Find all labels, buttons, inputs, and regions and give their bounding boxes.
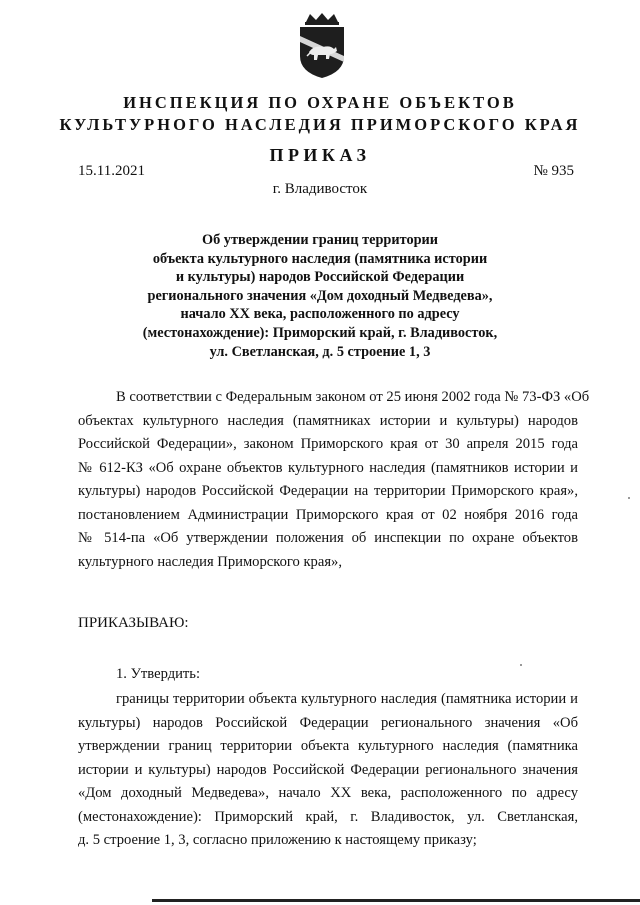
title-line: Об утверждении границ территории xyxy=(201,232,439,248)
document-title xyxy=(120,231,520,361)
order-word: ПРИКАЗЫВАЮ: xyxy=(78,615,189,631)
title-line: объекта культурного наследия (памятника истории xyxy=(152,250,488,267)
preamble-line: объектах культурного наследия (памятниках истории и культуры) народов xyxy=(78,412,578,429)
item-1-line: границы территории объекта культурного наследия (памятника истории и xyxy=(116,691,578,707)
document-number: № 935 xyxy=(533,163,574,179)
item-1-heading: 1. Утвердить: xyxy=(116,666,201,682)
scan-speck xyxy=(628,497,630,499)
preamble-line: культурного наследия Приморского края», xyxy=(78,553,342,570)
document-type: ПРИКАЗ xyxy=(269,145,371,165)
item-1-line: (местонахождение): Приморский край, г. Владивосток, ул. Светланская, xyxy=(78,808,578,825)
title-line: и культуры) народов Российской Федерации xyxy=(175,269,465,286)
item-1-line: утверждении границ территории объекта культурного наследия (памятника xyxy=(78,738,578,754)
title-line: ул. Светланская, д. 5 строение 1, 3 xyxy=(209,343,431,360)
scan-edge-line xyxy=(152,899,640,902)
title-line: начало XX века, расположенного по адресу xyxy=(180,306,460,323)
item-1-line: истории и культуры) народов Российской Федерации регионального значения xyxy=(78,761,578,778)
preamble-line: № 514-па «Об утверждении положения об инспекции по охране объектов xyxy=(78,530,578,546)
preamble-line: постановлением Администрации Приморского края от 02 ноября 2016 года xyxy=(78,506,578,523)
item-1-paragraph xyxy=(78,688,578,853)
scan-speck xyxy=(520,664,522,666)
item-1-line: культуры) народов Российской Федерации регионального значения «Об xyxy=(78,714,578,731)
preamble-paragraph xyxy=(78,386,590,574)
document-city: г. Владивосток xyxy=(272,181,368,197)
organization-name-line-2: КУЛЬТУРНОГО НАСЛЕДИЯ ПРИМОРСКОГО КРАЯ xyxy=(59,115,581,134)
title-line: регионального значения «Дом доходный Медведева», xyxy=(147,287,493,304)
document-date: 15.11.2021 xyxy=(78,163,145,179)
preamble-line: Российской Федерации», законом Приморского края от 30 апреля 2015 года xyxy=(78,436,578,452)
preamble-line: В соответствии с Федеральным законом от 25 июня 2002 года № 73-ФЗ «Об xyxy=(116,389,590,405)
primorsky-coat-of-arms-icon xyxy=(292,12,352,80)
item-1-line: д. 5 строение 1, 3, согласно приложению к настоящему приказу; xyxy=(78,832,477,848)
preamble-line: № 612-КЗ «Об охране объектов культурного наследия (памятников истории и xyxy=(78,459,578,476)
preamble-line: культуры) народов Российской Федерации на территории Приморского края», xyxy=(78,483,578,499)
item-1-line: «Дом доходный Медведева», начало XX века, расположенного по адресу xyxy=(78,785,578,801)
title-line: (местонахождение): Приморский край, г. Владивосток, xyxy=(142,324,498,341)
organization-name-line-1: ИНСПЕКЦИЯ ПО ОХРАНЕ ОБЪЕКТОВ xyxy=(123,93,517,112)
